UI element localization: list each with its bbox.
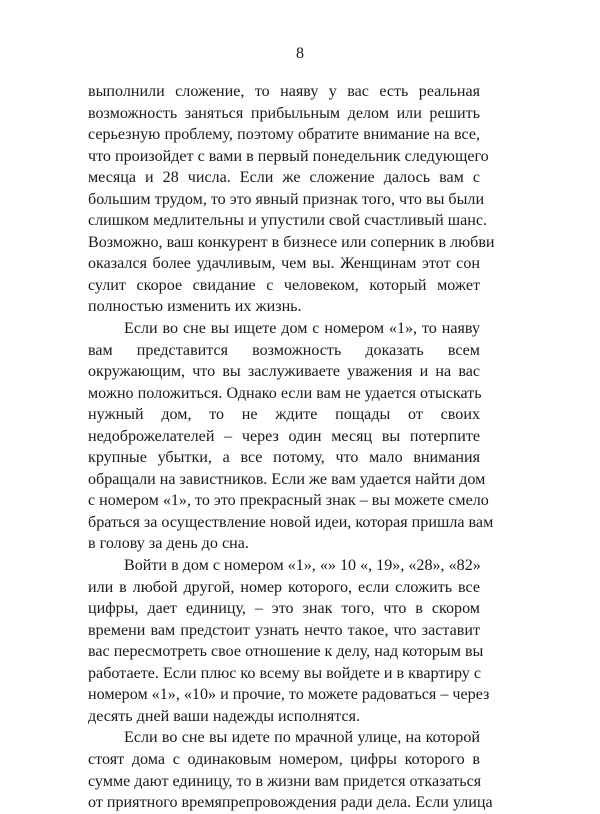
text-line: сулит скорое свидание с человеком, который может: [88, 276, 480, 294]
text-line: возможность заняться прибыльным делом или решить: [88, 104, 480, 122]
text-line: с номером «1», то это прекрасный знак – вы можете смело: [88, 492, 489, 510]
paragraph: [88, 318, 494, 555]
text-line: браться за осуществление новой идеи, которая пришла вам: [88, 513, 494, 531]
text-line: обращали на завистников. Если же вам удается найти дом: [88, 470, 486, 488]
paragraph: [88, 555, 490, 727]
text-line: Войти в дом с номером «1», «» 10 «, 19», «28», «82»: [124, 557, 481, 575]
text-line: серьезную проблему, поэтому обратите внимание на все,: [88, 126, 480, 144]
text-line: нужный дом, то не ждите пощады от своих: [88, 406, 480, 424]
text-line: окружающим, что вы заслуживаете уважения и на вас: [88, 363, 480, 381]
text-line: времени вам предстоит узнать нечто такое, что заставит: [88, 621, 480, 639]
text-line: или в любой другой, номер которого, если сложить все: [88, 578, 480, 596]
text-line: слишком медлительны и упустили свой счастливый шанс.: [88, 212, 488, 230]
body-text: [88, 81, 495, 814]
text-line: что произойдет с вами в первый понедельник следующего: [88, 147, 489, 165]
text-line: Если во сне вы ищете дом с номером «1», то наяву: [124, 320, 480, 338]
text-line: Если во сне вы идете по мрачной улице, на которой: [124, 729, 480, 747]
paragraph: [88, 727, 493, 813]
text-line: номером «1», «10» и прочие, то можете радоваться – через: [88, 686, 490, 704]
text-line: стоят дома с одинаковым номером, цифры которого в: [88, 750, 480, 768]
text-line: вам представится возможность доказать всем: [88, 341, 480, 359]
text-line: в голову за день до сна.: [88, 535, 249, 553]
text-line: выполнили сложение, то наяву у вас есть реальная: [88, 83, 480, 100]
text-line: десять дней ваши надежды исполнятся.: [88, 707, 361, 725]
text-line: недоброжелателей – через один месяц вы потерпите: [88, 427, 480, 445]
text-line: работаете. Если плюс ко всему вы войдете и в квартиру с: [88, 664, 481, 682]
text-line: крупные убытки, а все потому, что мало внимания: [88, 449, 480, 467]
text-line: сумме дают единицу, то в жизни вам придется отказаться: [88, 772, 482, 790]
text-line: большим трудом, то это явный признак того, что вы были: [88, 190, 485, 208]
text-line: месяца и 28 числа. Если же сложение далось вам с: [88, 169, 480, 187]
text-line: от приятного времяпрепровождения ради дела. Если улица: [88, 794, 493, 812]
page-number: 8: [296, 45, 304, 62]
text-line: оказался более удачливым, чем вы. Женщинам этот сон: [88, 255, 480, 273]
text-line: вас пересмотреть свое отношение к делу, над которым вы: [88, 643, 484, 661]
text-line: Возможно, ваш конкурент в бизнесе или соперник в любви: [88, 233, 495, 251]
text-line: полностью изменить их жизнь.: [88, 298, 302, 316]
text-line: можно положиться. Однако если вам не удается отыскать: [88, 384, 482, 402]
paragraph: [88, 81, 495, 318]
text-line: цифры, дает единицу, – это знак того, что в скором: [88, 600, 480, 618]
